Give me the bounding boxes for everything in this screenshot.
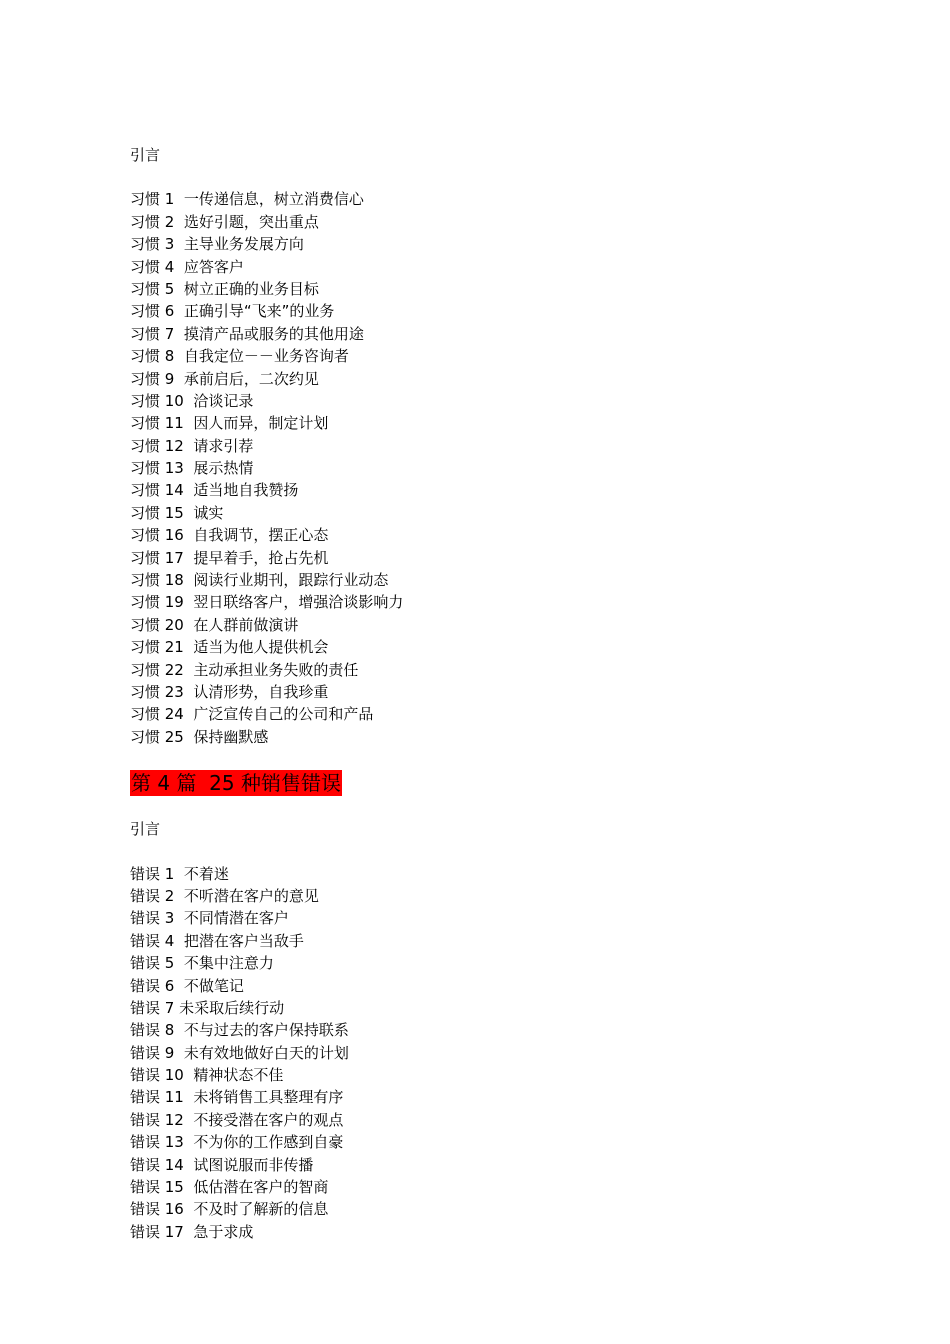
list-item: 错误 4 把潜在客户当敌手 [130,931,304,950]
list-item: 习惯 15 诚实 [130,503,224,522]
errors-list [130,863,830,1244]
list-item: 错误 1 不着迷 [130,864,229,883]
list-item: 习惯 10 洽谈记录 [130,391,254,410]
section-heading [130,770,830,800]
list-item: 习惯 17 提早着手，抢占先机 [130,548,329,567]
list-item: 错误 9 未有效地做好白天的计划 [130,1043,349,1062]
list-item: 错误 12 不接受潜在客户的观点 [130,1110,344,1129]
list-item: 习惯 2 选好引题，突出重点 [130,212,319,231]
list-item: 习惯 22 主动承担业务失败的责任 [130,660,359,679]
list-item: 习惯 11 因人而异，制定计划 [130,414,329,433]
list-item: 习惯 7 摸清产品或服务的其他用途 [130,324,364,343]
list-item: 错误 17 急于求成 [130,1222,254,1241]
list-item: 习惯 20 在人群前做演讲 [130,615,299,634]
list-item: 错误 8 不与过去的客户保持联系 [130,1021,349,1040]
list-item: 习惯 21 适当为他人提供机会 [130,638,329,657]
spacer [130,748,830,770]
list-item: 习惯 13 展示热情 [130,459,254,478]
habits-intro: 引言 [130,146,161,164]
list-item: 习惯 23 认清形势，自我珍重 [130,682,329,701]
list-item: 错误 5 不集中注意力 [130,954,274,973]
list-item: 习惯 3 主导业务发展方向 [130,235,304,254]
list-item: 习惯 18 阅读行业期刊，跟踪行业动态 [130,571,389,590]
list-item: 习惯 5 树立正确的业务目标 [130,279,319,298]
list-item: 错误 13 不为你的工作感到自豪 [130,1133,344,1152]
habits-list [130,188,830,748]
list-item: 习惯 25 保持幽默感 [130,727,269,746]
list-item: 习惯 16 自我调节，摆正心态 [130,526,329,545]
list-item: 习惯 4 应答客户 [130,257,244,276]
section-title-highlighted: 第 4 篇 25 种销售错误 [131,771,341,796]
list-item: 错误 3 不同情潜在客户 [130,909,289,928]
list-item: 错误 10 精神状态不佳 [130,1066,284,1085]
list-item: 错误 15 低估潜在客户的智商 [130,1178,329,1197]
list-item: 错误 16 不及时了解新的信息 [130,1200,329,1219]
document-page [130,144,830,1243]
list-item: 习惯 14 适当地自我赞扬 [130,481,299,500]
list-item: 错误 14 试图说服而非传播 [130,1155,314,1174]
list-item: 习惯 1 一传递信息，树立消费信心 [130,190,364,209]
list-item: 错误 2 不听潜在客户的意见 [130,886,319,905]
list-item: 错误 11 未将销售工具整理有序 [130,1088,344,1107]
list-item: 错误 6 不做笔记 [130,976,244,995]
list-item: 习惯 19 翌日联络客户，增强洽谈影响力 [130,593,404,612]
list-item: 习惯 9 承前启后，二次约见 [130,369,319,388]
list-item: 习惯 24 广泛宣传自己的公司和产品 [130,705,374,724]
list-item: 习惯 6 正确引导“飞来”的业务 [130,302,335,321]
list-item: 习惯 8 自我定位－－业务咨询者 [130,347,349,366]
list-item: 错误 7 未采取后续行动 [130,998,285,1017]
list-item: 习惯 12 请求引荐 [130,436,254,455]
errors-intro: 引言 [130,820,161,839]
